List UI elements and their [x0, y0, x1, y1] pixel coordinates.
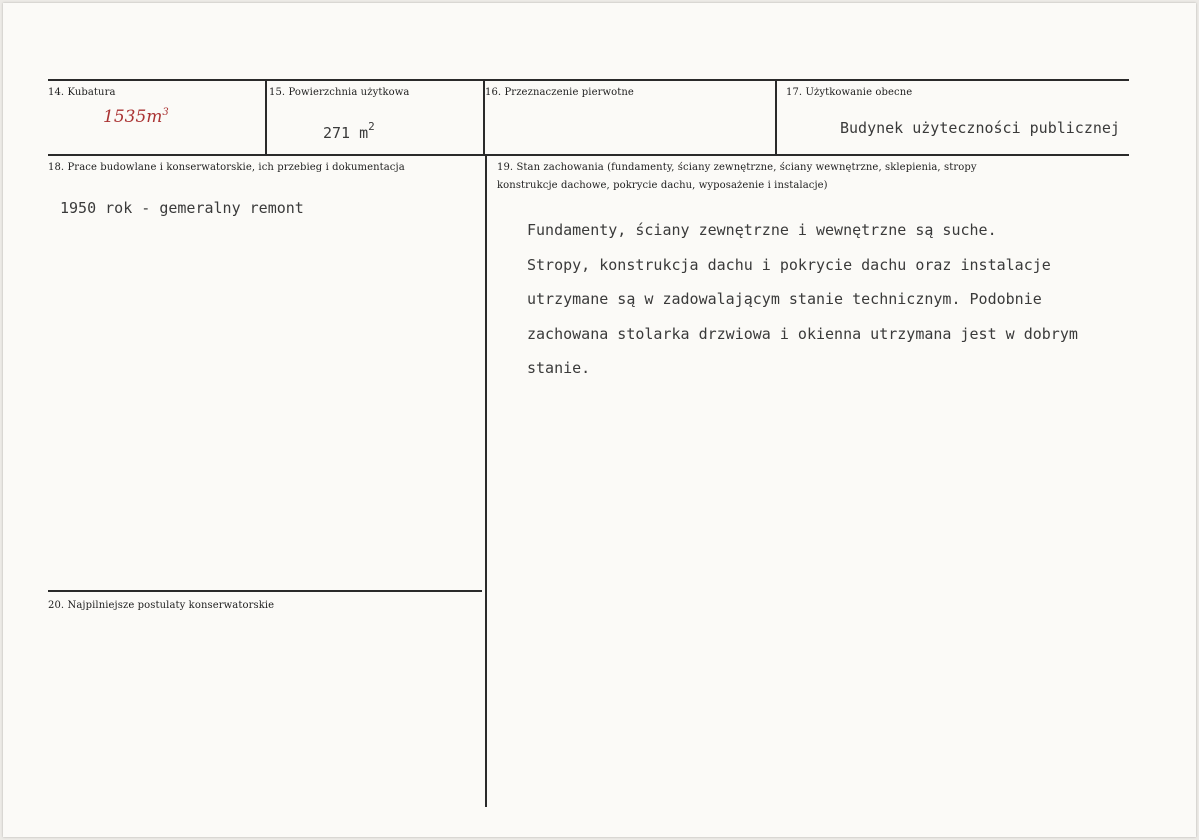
field-19-line: stanie.	[527, 359, 591, 377]
top-rule	[48, 79, 1129, 81]
field-19-line: Stropy, konstrukcja dachu i pokrycie dachu oraz instalacje	[527, 255, 1051, 274]
field-17-value: Budynek użyteczności publicznej	[840, 119, 1120, 137]
field-17-label: 17. Użytkowanie obecne	[786, 87, 913, 98]
left-lower-rule	[48, 590, 482, 592]
divider-14-15	[265, 80, 267, 155]
field-16-label: 16. Przeznaczenie pierwotne	[485, 87, 634, 98]
field-14-label: 14. Kubatura	[48, 87, 116, 98]
record-card	[3, 3, 1196, 837]
field-19-line: zachowana stolarka drzwiowa i okienna utrzymana jest w dobrym	[527, 324, 1078, 343]
field-18-value: 1950 rok - gemeralny remont	[60, 199, 304, 217]
field-18-label: 18. Prace budowlane i konserwatorskie, ich przebieg i dokumentacja	[48, 162, 405, 173]
middle-rule	[48, 154, 1129, 156]
field-19-label-line2: konstrukcje dachowe, pokrycie dachu, wyposażenie i instalacje)	[497, 180, 828, 191]
field-15-number: 271 m	[323, 124, 369, 142]
field-14-number: 1535	[103, 107, 147, 127]
field-19-text	[527, 213, 1078, 386]
field-15-sup: 2	[368, 120, 375, 133]
field-19-line: Fundamenty, ściany zewnętrzne i wewnętrzne są suche.	[527, 221, 997, 239]
divider-left-right	[485, 155, 487, 807]
field-14-unit: m	[146, 107, 163, 127]
field-20-label: 20. Najpilniejsze postulaty konserwatorskie	[48, 600, 275, 611]
field-15-label: 15. Powierzchnia użytkowa	[269, 87, 410, 98]
field-14-value	[103, 107, 169, 127]
field-14-sup: 3	[162, 107, 169, 118]
field-15-value	[323, 120, 375, 142]
divider-16-17	[775, 80, 777, 155]
field-19-line: utrzymane są w zadowalającym stanie technicznym. Podobnie	[527, 290, 1042, 308]
field-19-label-line1: 19. Stan zachowania (fundamenty, ściany zewnętrzne, ściany wewnętrzne, sklepienia, stropy	[497, 162, 977, 173]
